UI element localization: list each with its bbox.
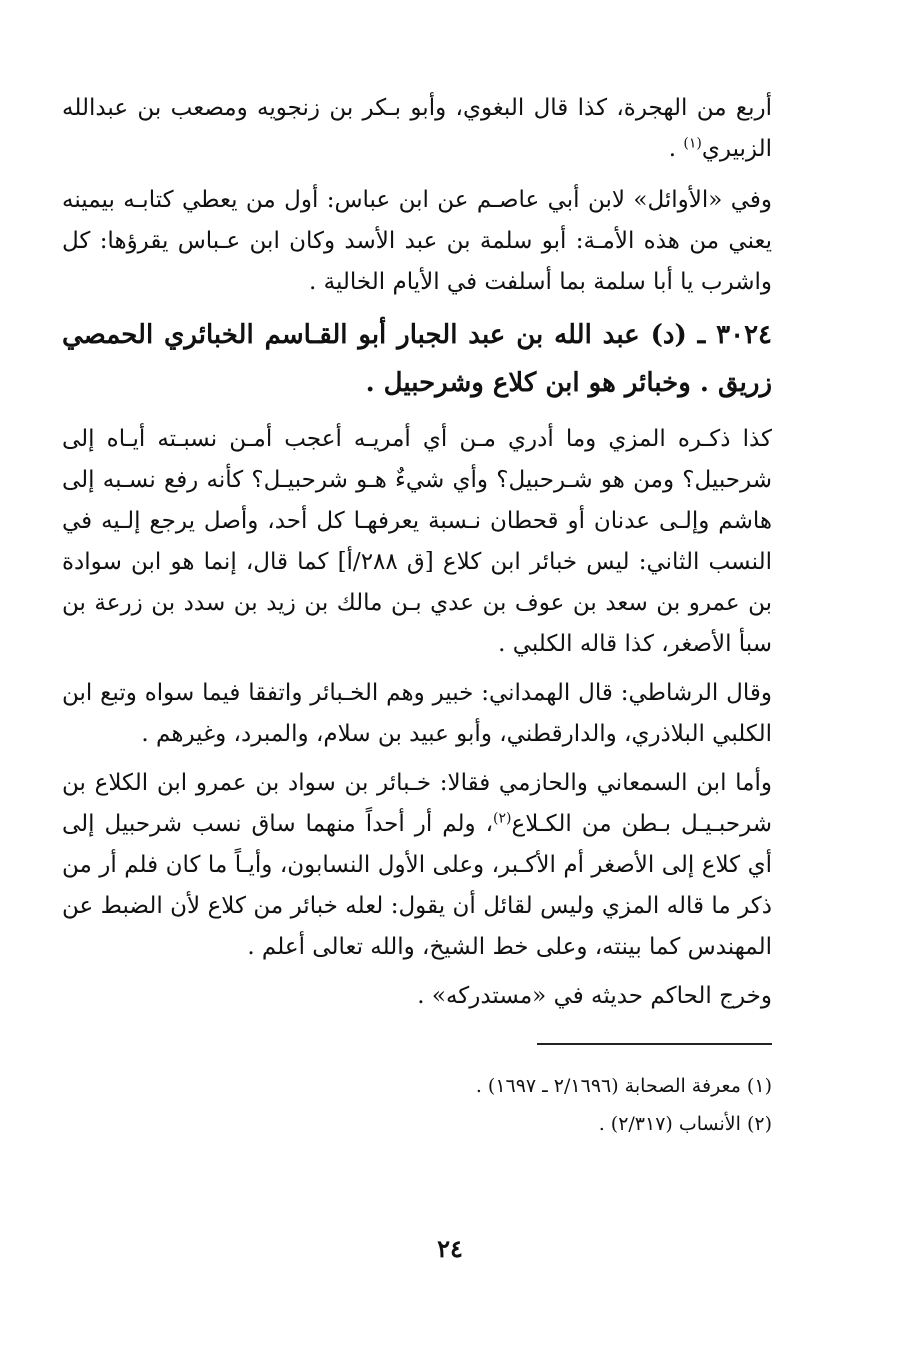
paragraph-1 xyxy=(62,88,772,170)
entry-heading: ٣٠٢٤ ـ (د) عبد الله بن عبد الجبار أبو القـاسم الخبائري الحمصي زريق . وخبائر هو ابن كلاع وشرحبيل . xyxy=(62,320,772,398)
footnote-ref-1[interactable]: (١) xyxy=(683,135,702,152)
footnote-separator xyxy=(537,1043,772,1045)
page-body xyxy=(62,88,772,1143)
paragraph-4: وقال الرشاطي: قال الهمداني: خبير وهم الخـبائر واتفقا فيما سواه وتبع ابن الكلبي البلاذري، والدارقطني، وأبو عبيد بن سلام، والمبرد، وغيرهم . xyxy=(62,680,772,747)
paragraph-5-text: وأما ابن السمعاني والحازمي فقالا: خـبائر بن سواد بن عمرو ابن الكلاع بن شرحبـيـل بـطن من الكـلاع xyxy=(62,770,772,837)
footnote-2: (٢) الأنساب (٢/٣١٧) . xyxy=(598,1113,772,1135)
footnote-ref-2[interactable]: (٢) xyxy=(493,810,512,827)
paragraph-1-end: . xyxy=(668,136,684,162)
page-number: ٢٤ xyxy=(437,1234,463,1263)
paragraph-2: وفي «الأوائل» لابن أبي عاصـم عن ابن عباس: أول من يعطي كتابـه بيمينه يعني من هذه الأمـة: أبو سلمة بن عبد الأسد وكان ابن عـباس يقرؤها: كل واشرب يا أبا سلمة بما أسلفت في الأيام الخالية . xyxy=(62,187,773,295)
paragraph-6: وخرج الحاكم حديثه في «مستدركه» . xyxy=(417,983,772,1009)
paragraph-1-text: أربع من الهجرة، كذا قال البغوي، وأبو بـكر بن زنجويه ومصعب بن عبدالله الزبيري xyxy=(62,95,772,162)
paragraph-5-rest: ، ولم أر أحداً منهما ساق نسب شرحبيل إلى أي كلاع إلى الأصغر أم الأكـبر، وعلى الأول النسابون، وأيـاً ما كان فلم أر من ذكر ما قاله المزي وليس لقائل أن يقول: لعله خبائر من كلاع لأن الضبط عن المهندس كما بينته، وعلى خط الشيخ، والله تعالى أعلم . xyxy=(62,811,772,960)
footnote-1: (١) معرفة الصحابة (٢/١٦٩٦ ـ ١٦٩٧) . xyxy=(475,1075,772,1097)
paragraph-5 xyxy=(62,763,772,968)
paragraph-3: كذا ذكـره المزي وما أدري مـن أي أمريـه أعجب أمـن نسبـته أيـاه إلى شرحبيل؟ ومن هو شـرحبيل؟ وأي شيءٌ هـو شرحبيـل؟ كأنه رفع نسـبه إلى هاشم وإلـى عدنان أو قحطان نـسبة يعرفهـا كل أحد، وأصل يرجع إلـيه في النسب الثاني: ليس خبائر ابن كلاع [ق ٢٨٨/أ] كما قال، إنما هو ابن سوادة بن عمرو بن سعد بن عوف بن عدي بـن مالك بن زيد بن سدد بن زرعة بن سبأ الأصغر، كذا قاله الكلبي . xyxy=(62,426,772,657)
